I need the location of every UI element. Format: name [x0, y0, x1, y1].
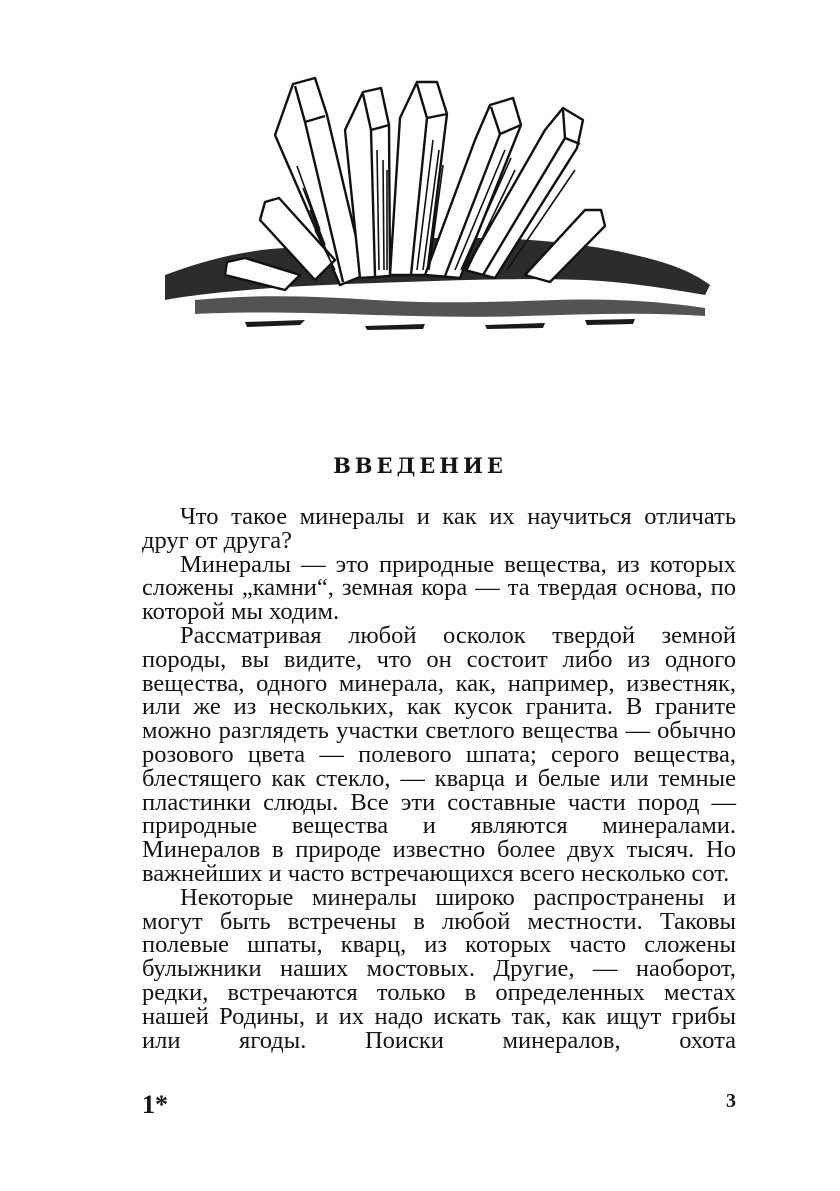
paragraph: Некоторые минералы широко распространены и могут быть встречены в любой местности. Таковы полевые шпаты, кварц, из которых часто сложены булыжники наших мостовых. Другие, — наоборот, редки, встречаются только в определенных местах нашей Родины, и их надо искать так, как ищут грибы или ягоды. Поиски минералов, охота — [142, 883, 736, 1054]
body-text — [142, 505, 736, 1052]
page-number: 3 — [726, 1090, 736, 1112]
chapter-title: ВВЕДЕНИЕ — [333, 453, 507, 478]
crystal-cluster-illustration — [165, 70, 710, 335]
signature-mark: 1* — [142, 1090, 168, 1119]
paragraph: Рассматривая любой осколок твердой земной породы, вы видите, что он состоит либо из одного вещества, одного минерала, как, например, известняк, или же из нескольких, как кусок гранита. В граните можно разглядеть участки светлого вещества — обычно розового цвета — полевого шпата; серого вещества, блестящего как стекло, — кварца и белые или темные пластинки слюды. Все эти составные части пород — природные вещества и являются минералами. Минералов в природе известно более двух тысяч. Но важнейших и часто встречающихся всего несколько сот. — [142, 621, 736, 887]
paragraph: Минералы — это природные вещества, из которых сложены „камни“, земная кора — та твердая основа, по которой мы ходим. — [142, 550, 736, 626]
paragraph: Что такое минералы и как их научиться отличать друг от друга? — [142, 503, 736, 554]
